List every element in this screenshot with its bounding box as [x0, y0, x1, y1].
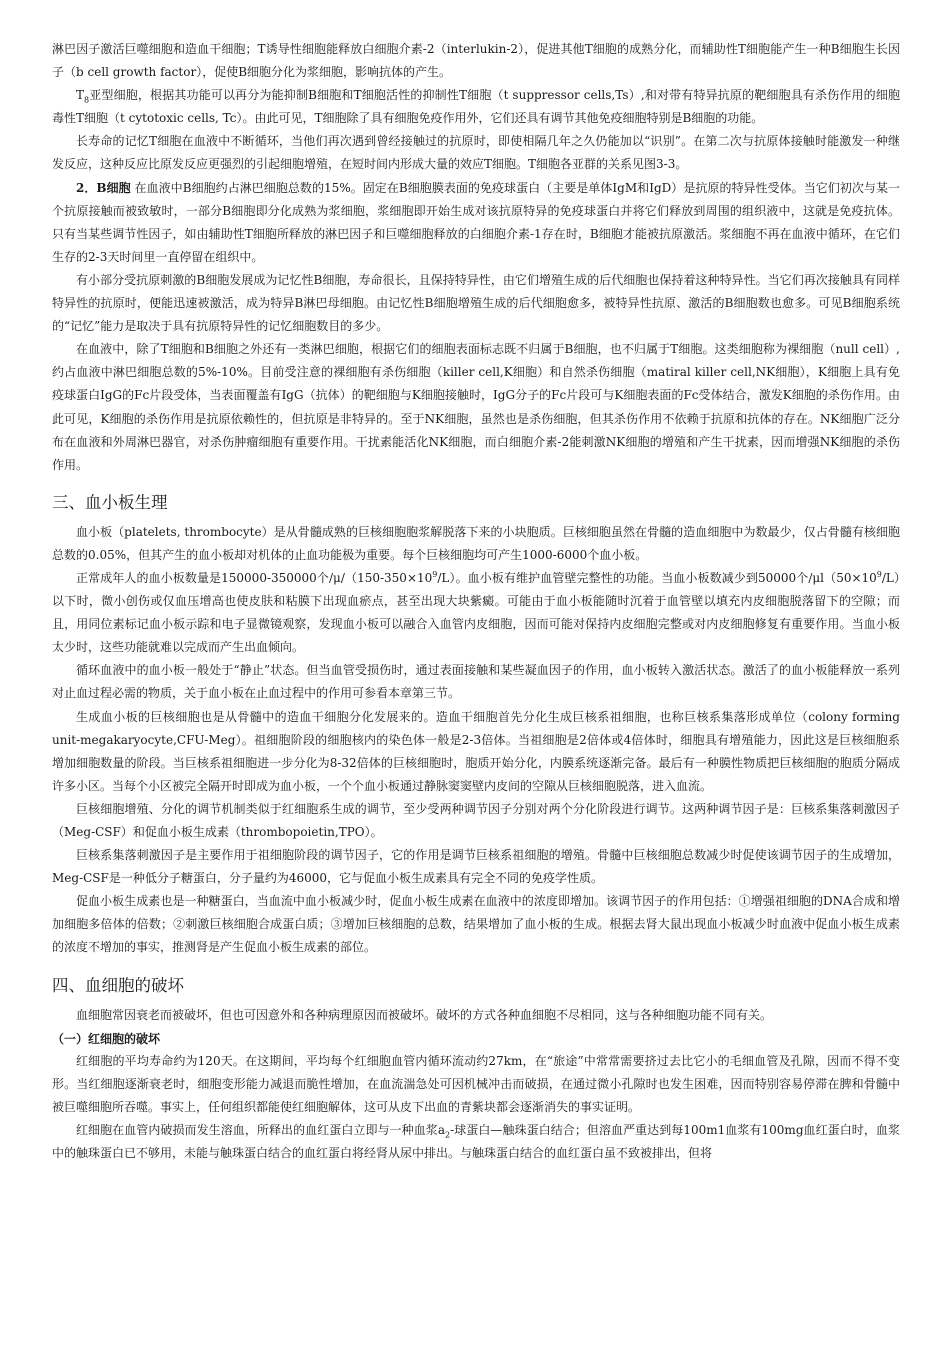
paragraph-text: /L）以下时，微小创伤或仅血压增高也使皮肤和粘膜下出现血瘀点，甚至出现大块紫癜。可能由于血小板能随时沉着于血管壁以填充内皮细胞脱落留下的空隙；而且，用同位素标记血小板示踪和电子显微镜观察，发现血小板可以融合入血管内皮细胞，因而可能对保持内皮细胞完整或对内皮细胞修复有重要作用。当血小板太少时，这些功能就难以完成而产生出血倾向。 — [52, 570, 900, 655]
section-heading: 三、血小板生理 — [52, 492, 168, 512]
superscript: 9 — [876, 569, 882, 579]
paragraph: 红细胞的平均寿命约为120天。在这期间，平均每个红细胞血管内循环流动约27km，在“旅途”中常常需要挤过去比它小的毛细血管及孔隙，因而不得不变形。当红细胞逐渐衰老时，细胞变形能力减退而脆性增加，在血流湍急处可因机械冲击而破损，在通过微小孔隙时也发生困难，因而特别容易停滞在脾和骨髓中被巨噬细胞所吞噬。事实上，任何组织都能使红细胞解体，这可从皮下出血的青紫块都会逐渐消失的事实证明。 — [52, 1053, 900, 1114]
paragraph-text: 正常成年人的血小板数量是150000-350000个/μ/（150-350×10 — [76, 570, 433, 585]
paragraph: 促血小板生成素也是一种糖蛋白，当血流中血小板减少时，促血小板生成素在血液中的浓度即增加。该调节因子的作用包括：①增强祖细胞的DNA合成和增加细胞多倍体的倍数；②刺激巨核细胞合成蛋白质；③增加巨核细胞的总数，结果增加了血小板的生成。根据去肾大鼠出现血小板减少时血液中促血小板生成素的浓度不增加的事实，推测肾是产生促血小板生成素的部位。 — [52, 894, 900, 955]
paragraph-text: -球蛋白—触珠蛋白结合；但溶血严重达到每100m1血浆有100mg血红蛋白时，血浆中的触珠蛋白已不够用，未能与触珠蛋白结合的血红蛋白将经肾从尿中排出。与触珠蛋白结合的血红蛋白虽不致被排出，但将 — [52, 1122, 900, 1161]
paragraph — [52, 84, 900, 130]
paragraph: 在血液中，除了T细胞和B细胞之外还有一类淋巴细胞，根据它们的细胞表面标志既不归属于B细胞，也不归属于T细胞。这类细胞称为裸细胞（null cell）,约占血液中淋巴细胞总数的5%-10%。目前受注意的裸细胞有杀伤细胞（killer cell,K细胞）和自然杀伤细胞（matiral killer cell,NK细胞），K细胞上具有免疫球蛋白IgG的Fc片段受体，当表面覆盖有IgG（抗体）的靶细胞与K细胞接触时，IgG分子的Fc片段可与K细胞表面的Fc受体结合，激发K细胞的杀伤作用。由此可见，K细胞的杀伤作用是抗原依赖性的，但抗原是非特异的。至于NK细胞，虽然也是杀伤细胞，但其杀伤作用不依赖于抗原和抗体的存在。NK细胞广泛分布在血液和外周淋巴器官，对杀伤肿瘤细胞有重要作用。干扰素能活化NK细胞，而白细胞介素-2能刺激NK细胞的增殖和产生干扰素，因而增强NK细胞的杀伤作用。 — [52, 342, 900, 472]
paragraph: 长寿命的记忆T细胞在血液中不断循环，当他们再次遇到曾经接触过的抗原时，即使相隔几年之久仍能加以“识别”。在第二次与抗原体接触时能激发一种继发反应，这种反应比原发反应更强烈的引起细胞增殖，在短时间内形成大量的效应T细胞。T细胞各亚群的关系见图3-3。 — [52, 134, 900, 172]
paragraph-text: /L）。血小板有维护血管壁完整性的功能。当血小板数减少到50000个/μl（50×10 — [437, 570, 877, 585]
section-lead: 2．B细胞 — [76, 180, 131, 195]
paragraph: 生成血小板的巨核细胞也是从骨髓中的造血干细胞分化发展来的。造血干细胞首先分化生成巨核系祖细胞，也称巨核系集落形成单位（colony forming unit-megakaryocyte,CFU-Meg）。祖细胞阶段的细胞核内的染色体一般是2-3倍体。当祖细胞是2倍体或4倍体时，细胞具有增殖能力，因此这是巨核细胞系增加细胞数量的阶段。当巨核系祖细胞进一步分化为8-32倍体的巨核细胞时，胞质开始分化，内膜系统逐渐完备。最后有一种膜性物质把巨核细胞的胞质分隔成许多小区。当每个小区被完全隔开时即成为血小板，一个个血小板通过静脉窦窦壁内皮间的空隙从巨核细胞脱落，进入血流。 — [52, 709, 900, 793]
subsection-heading: （一）红细胞的破坏 — [52, 1031, 161, 1046]
paragraph-text: 亚型细胞，根据其功能可以再分为能抑制B细胞和T细胞活性的抑制性T细胞（t suppressor cells,Ts）,和对带有特异抗原的靶细胞具有杀伤作用的细胞毒性T细胞（t cytotoxic cells, Tc）。由此可见，T细胞除了具有细胞免疫作用外，它们还具有调节其他免疫细胞特别是B细胞的功能。 — [52, 88, 900, 126]
paragraph: 巨核系集落刺激因子是主要作用于祖细胞阶段的调节因子，它的作用是调节巨核系祖细胞的增殖。骨髓中巨核细胞总数减少时促使该调节因子的生成增加，Meg-CSF是一种低分子糖蛋白，分子量约为46000，它与促血小板生成素具有完全不同的免疫学性质。 — [52, 848, 900, 886]
paragraph: 循环血液中的血小板一般处于“静止”状态。但当血管受损伤时，通过表面接触和某些凝血因子的作用，血小板转入激活状态。激活了的血小板能释放一系列对止血过程必需的物质，关于血小板在止血过程中的作用可参看本章第三节。 — [52, 663, 900, 701]
paragraph: 淋巴因子激活巨噬细胞和造血干细胞；T诱导性细胞能释放白细胞介素-2（interlukin-2），促进其他T细胞的成熟分化，而辅助性T细胞能产生一种B细胞生长因子（b cell growth factor），促使B细胞分化为浆细胞，影响抗体的产生。 — [52, 42, 900, 80]
t-symbol: T — [76, 88, 85, 103]
paragraph: 巨核细胞增殖、分化的调节机制类似于红细胞系生成的调节，至少受两种调节因子分别对两个分化阶段进行调节。这两种调节因子是：巨核系集落刺激因子（Meg-CSF）和促血小板生成素（thrombopoietin,TPO）。 — [52, 801, 900, 839]
subscript: 8 — [84, 95, 90, 105]
paragraph — [52, 177, 900, 269]
superscript: 9 — [432, 569, 438, 579]
paragraph-text: 在血液中B细胞约占淋巴细胞总数的15%。固定在B细胞膜表面的免疫球蛋白（主要是单体IgM和IgD）是抗原的特异性受体。当它们初次与某一个抗原接触而被致敏时，一部分B细胞即分化成熟为浆细胞，浆细胞即开始生成对该抗原特异的免疫球蛋白并将它们释放到周围的组织液中，这就是免疫抗体。只有当某些调节性因子，如由辅助性T细胞所释放的淋巴因子和巨噬细胞释放的白细胞介素-1存在时，B细胞才能被抗原激活。浆细胞不再在血液中循环，在它们生存的2-3天时间里一直停留在组织中。 — [52, 180, 900, 264]
paragraph: 血细胞常因衰老而被破坏，但也可因意外和各种病理原因而被破坏。破坏的方式各种血细胞不尽相同，这与各种细胞功能不同有关。 — [76, 1007, 773, 1022]
paragraph — [52, 567, 900, 659]
paragraph: 血小板（platelets, thrombocyte）是从骨髓成熟的巨核细胞胞浆解脱落下来的小块胞质。巨核细胞虽然在骨髓的造血细胞中为数最少，仅占骨髓有核细胞总数的0.05%，但其产生的血小板却对机体的止血功能极为重要。每个巨核细胞均可产生1000-6000个血小板。 — [52, 524, 900, 562]
document-page — [52, 38, 900, 1165]
section-heading: 四、血细胞的破坏 — [52, 975, 184, 995]
paragraph — [52, 1119, 900, 1165]
paragraph: 有小部分受抗原刺激的B细胞发展成为记忆性B细胞，寿命很长，且保持特异性，由它们增殖生成的后代细胞也保持着这种特异性。当它们再次接触具有同样特异性的抗原时，便能迅速被激活，成为特异B淋巴母细胞。由记忆性B细胞增殖生成的后代细胞愈多，被特异性抗原、激活的B细胞数也愈多。可见B细胞系统的“记忆”能力是取决于具有抗原特异性的记忆细胞数目的多少。 — [52, 272, 900, 334]
paragraph-text: 红细胞在血管内破损而发生溶血，所释出的血红蛋白立即与一种血浆a — [76, 1122, 445, 1137]
subscript: 2 — [445, 1130, 451, 1140]
